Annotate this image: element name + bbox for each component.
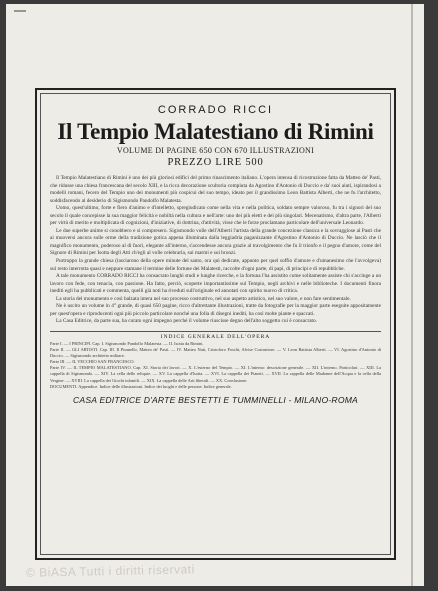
book-price: PREZZO LIRE 500 [167,157,264,168]
advertisement-frame [35,88,396,560]
index-entry: Parte III. — IL VECCHIO SAN FRANCESCO. [50,359,135,365]
index-entry: Parte IV. — IL TEMPIO MALATESTIANO. Cap. XI. Storia dei lavori. — X. L'esterno del Tempio. — XI. L'interno: descrizione generale. — XII. L'interno. Particolari. — XIII. La cappella di Sigismondo. — XIV. La cella delle reliquie. — XV. La cappella d'Isotta. — XVI. La cappella dei Pianeti. — XVII. La cappella delle Madonne dell'Acqua e la cella della Vergine. — XVIII. La cappella dei Giochi infantili. — XIX. La cappella delle Arti liberali. — XX. Conclusione. [50,365,381,383]
book-subtitle: VOLUME DI PAGINE 650 CON 670 ILLUSTRAZIONI [116,146,315,155]
description-paragraph: La Casa Editrice, da parte sua, ha curato ogni impegno perché il volume riuscisse degno dell'alto soggetto cui è consacrato. [56,318,318,325]
advertisement-inner-frame [40,93,391,555]
author-name: CORRADO RICCI [157,104,274,116]
scanned-page [6,4,424,586]
binding-edge [411,4,413,586]
publisher-name: CASA EDITRICE D'ARTE BESTETTI E TUMMINELLI - MILANO-ROMA [72,394,358,405]
index-heading: INDICE GENERALE DELL'OPERA [50,331,381,340]
description-paragraph: La storia del monumento e così balzata intera nel suo processo costruttivo, nel suo aspetto artistico, nel suo valore, e non fare sentimentale. [56,295,351,302]
description-paragraph: Purtroppo la grande chiesa (lasciarono della opere minute del santo, ora qui dedicate, appunto per quel soffio d'amore e d'umanesimo che l'avvolgeva) sul resto interrotta quasi e neppure stamane il termine delle fortune dei Malatesti, raccolte d'ogni parte, di papi, di principi e di repubbliche. [50,258,381,272]
description-paragraph: Il Tempio Malatestiano di Rimini è uno dei più gloriosi edifici del primo rinascimento italiano. L'opera intensa di ricostruzione fatta da Matteo de' Pasti, che ridusse una chiesa francescana del secolo XIII, e la ricca decorazione scultoria compiuta da Agostino d'Antonio di Duccio e da' suoi aiuti, ispirandosi a modelli romani, fecero del Tempio uno dei monumenti più cospicui del suo tempo, ideato per il grandissimo Leon Battista Alberti, che ne fu l'architetto, soddisfacendo al desiderio di Sigismondo Pandolfo Malatesta. [50,175,381,204]
library-watermark: © BiASA Tutti i diritti riservati [25,562,195,580]
description-paragraph: A tale monumento CORRADO RICCI ha consacrato lunghi studi e lunghe ricerche, e la fortuna l'ha assistito come solitamente assiste chi s'accinge a un lavoro con fede, con tenacia, con passione. Ha fatto, perciò, scoperte importantissime sul Tempio, negli archivi e nelle biblioteche. I documenti finora inediti egli ha pubblicati e commenta, quelli già noti ha riveduti sull'originale ed annotati con spirito nuovo di critica. [50,273,381,295]
index-entry: DOCUMENTI. Appendice. Indice delle illustrazioni. Indice dei luoghi e delle persone. Indice generale. [50,383,232,389]
index-entry: Parte II. — GLI ARTISTI. Cap. III. Il Pisanello, Matteo de' Pasti. — IV. Matteo Nuti, Cristoforo Foschi, Alvise Costruttore. — V. Leon Battista Alberti. — VI. Agostino d'Antonio di Duccio. — Sigismondo architetto militare. [50,347,381,359]
description-paragraph: Le due superbe anime si conobbero e si compresero. Sigismondo volle dell'Alberti l'artista della grande concezione classica e la sovraggiose al Pasti che ai muoversi ancora sulle orme della tradizione gotica appena illuminata dalla leggiadria paganizzante d'Agostino d'Antonio di Duccio. Ne lasciò che il magnifico monumento, poderoso al di fuori, elegante all'interno, s'accendesse ancora grazie al travolgimento che fu il trionfo e il pegno d'amore, come del Signore di Rimini per Isotta degli Atti ch'egli al volle celebrarla, sui marmi e sui bronzi. [50,227,381,257]
page-corner-mark [14,10,26,12]
description-paragraph: Ne è uscito un volume in 4° grande, di quasi 650 pagine, ricco d'altrettante illustrazioni, tratte da fotografie per la maggior parte eseguite appositamente per quest'opera e riproducenti ogni più piccolo particolare nonché una folla di disegni inediti, ha così molte piante e spaccati. [50,303,381,317]
index-entry: Parte I. — I PRINCIPI. Cap. I. Sigismondo Pandolfo Malatesta. — II. Isotta da Rimini. [50,340,204,346]
description-paragraph: Uomo, quest'ultimo, forte e fiero d'animo e d'intelletto, spregiudicato come nella vita e nella politica, soldato sempre valoroso, fu tra i signori del suo secolo il quale concepisse la sua maggior felicità e nobiltà nella cultura e nell'arte: uno dei più eletti e dei più singolari. Mecenatismo, d'altra parte, l'Alberti per virtù di merito e moltiplicata di cognizioni, d'iniziative, di dottrina, d'attività, visse che le forze proclamano particolare dell'universale Leonardo. [50,205,381,227]
index-list [50,341,381,390]
description-text [50,175,381,326]
book-title: Il Tempio Malatestiano di Rimini [57,119,374,144]
